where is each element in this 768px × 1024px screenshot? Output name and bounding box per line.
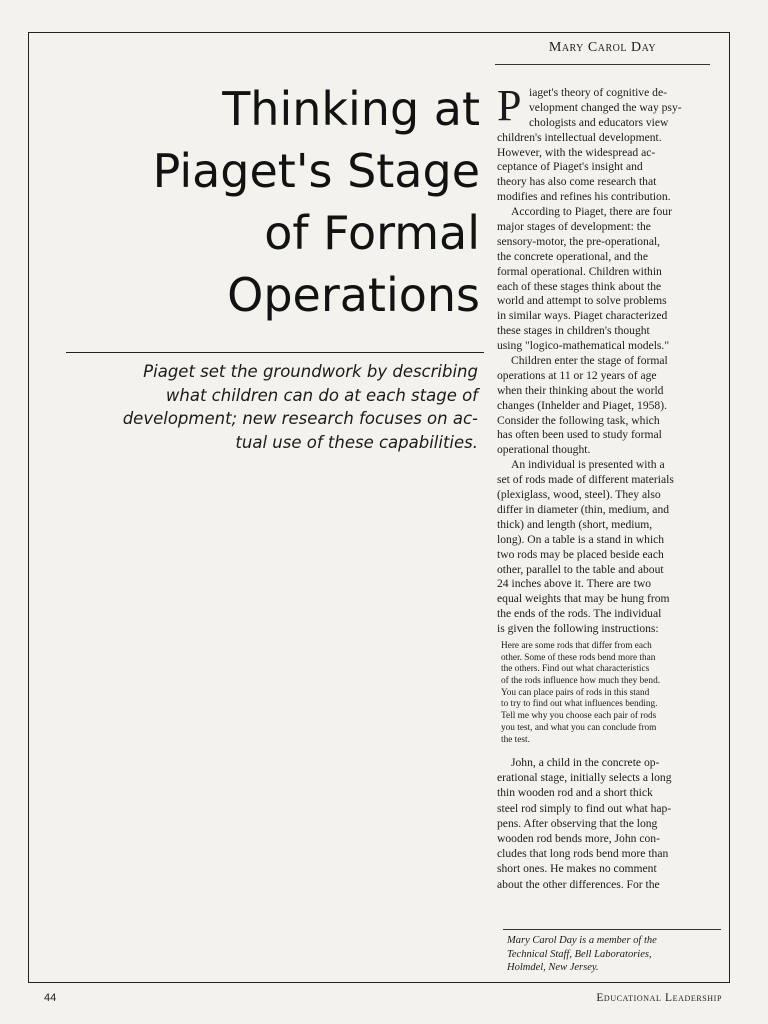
body-line: operational thought.	[497, 443, 591, 457]
body-line: According to Piaget, there are four	[511, 205, 672, 219]
title-rule	[66, 352, 484, 353]
article-deck	[62, 360, 478, 454]
title-line: of Formal	[264, 206, 480, 260]
title-line: Operations	[227, 268, 480, 322]
body-line: using "logico-mathematical models."	[497, 339, 670, 353]
body-line: changes (Inhelder and Piaget, 1958).	[497, 398, 667, 412]
deck-line: Piaget set the groundwork by describing	[143, 362, 478, 381]
quote-line: other. Some of these rods bend more than	[501, 652, 656, 663]
body-line: is given the following instructions:	[497, 622, 659, 636]
body-line: long). On a table is a stand in which	[497, 532, 665, 546]
body-line: has often been used to study formal	[497, 428, 662, 442]
title-line: Piaget's Stage	[152, 144, 480, 198]
body-column	[497, 81, 715, 637]
author-name: Mary Carol Day	[548, 40, 657, 55]
quote-line: the test.	[501, 734, 530, 745]
body-line: (plexiglass, wood, steel). They also	[497, 488, 661, 502]
body-line: 24 inches above it. There are two	[497, 577, 651, 591]
body-line: Children enter the stage of formal	[511, 354, 668, 368]
body-line: velopment changed the way psy-	[529, 100, 682, 114]
body-line: iaget's theory of cognitive de-	[529, 86, 667, 99]
bio-line: Technical Staff, Bell Laboratories,	[507, 948, 652, 960]
body-line: major stages of development: the	[497, 220, 651, 234]
author-bio	[507, 934, 721, 975]
body-line: erational stage, initially selects a long	[497, 771, 672, 785]
body-line: about the other differences. For the	[497, 877, 660, 891]
quote-line: of the rods influence how much they bend.	[501, 676, 661, 687]
body-line: the concrete operational, and the	[497, 249, 648, 263]
quote-line: Here are some rods that differ from each	[501, 641, 652, 651]
body-line: short ones. He makes no comment	[497, 862, 657, 876]
instructions-quote	[501, 641, 715, 746]
body-line: other, parallel to the table and about	[497, 562, 664, 576]
page-number: 44	[44, 992, 57, 1004]
body-column-continued	[497, 755, 715, 892]
body-line: pens. After observing that the long	[497, 816, 658, 830]
bio-rule	[503, 929, 721, 930]
body-line: each of these stages think about the	[497, 279, 662, 293]
drop-cap: P	[497, 81, 522, 130]
quote-line: Tell me why you choose each pair of rods	[501, 711, 657, 722]
title-line: Thinking at	[222, 82, 480, 136]
body-line: these stages in children's thought	[497, 324, 650, 338]
body-line: when their thinking about the world	[497, 383, 664, 397]
author-rule	[495, 64, 710, 65]
body-line: thin wooden rod and a short thick	[497, 786, 653, 800]
deck-line: what children can do at each stage of	[165, 385, 478, 405]
article-title	[60, 78, 480, 326]
body-line: steel rod simply to find out what hap-	[497, 801, 672, 815]
body-line: sensory-motor, the pre-operational,	[497, 234, 661, 248]
quote-line: you test, and what you can conclude from	[501, 722, 657, 733]
body-line: two rods may be placed beside each	[497, 547, 664, 561]
body-line: chologists and educators view	[529, 115, 669, 129]
body-line: in similar ways. Piaget characterized	[497, 309, 668, 323]
body-line: equal weights that may be hung from	[497, 592, 670, 606]
body-line: formal operational. Children within	[497, 264, 662, 278]
body-line: John, a child in the concrete op-	[511, 756, 660, 769]
body-line: thick) and length (short, medium,	[497, 517, 653, 531]
body-line: world and attempt to solve problems	[497, 294, 667, 308]
body-line: ceptance of Piaget's insight and	[497, 160, 643, 174]
deck-line: tual use of these capabilities.	[235, 432, 478, 452]
body-line: operations at 11 or 12 years of age	[497, 368, 657, 382]
body-line: the ends of the rods. The individual	[497, 607, 662, 621]
deck-line: development; new research focuses on ac-	[122, 409, 478, 428]
body-line: children's intellectual development.	[497, 130, 662, 144]
quote-line: the others. Find out what characteristics	[501, 664, 650, 675]
quote-line: to try to find out what influences bending.	[501, 699, 658, 710]
body-line: differ in diameter (thin, medium, and	[497, 502, 670, 516]
body-line: Consider the following task, which	[497, 413, 660, 427]
bio-line: Holmdel, New Jersey.	[507, 962, 599, 974]
body-line: An individual is presented with a	[511, 458, 665, 472]
bio-line: Mary Carol Day is a member of the	[507, 935, 657, 946]
body-line: theory has also come research that	[497, 175, 657, 189]
journal-name: Educational Leadership	[596, 992, 722, 1004]
body-line: wooden rod bends more, John con-	[497, 831, 660, 845]
body-line: modifies and refines his contribution.	[497, 190, 671, 204]
body-line: set of rods made of different materials	[497, 473, 674, 487]
body-line: However, with the widespread ac-	[497, 145, 656, 159]
quote-line: You can place pairs of rods in this stand	[501, 687, 650, 698]
body-line: cludes that long rods bend more than	[497, 847, 669, 861]
